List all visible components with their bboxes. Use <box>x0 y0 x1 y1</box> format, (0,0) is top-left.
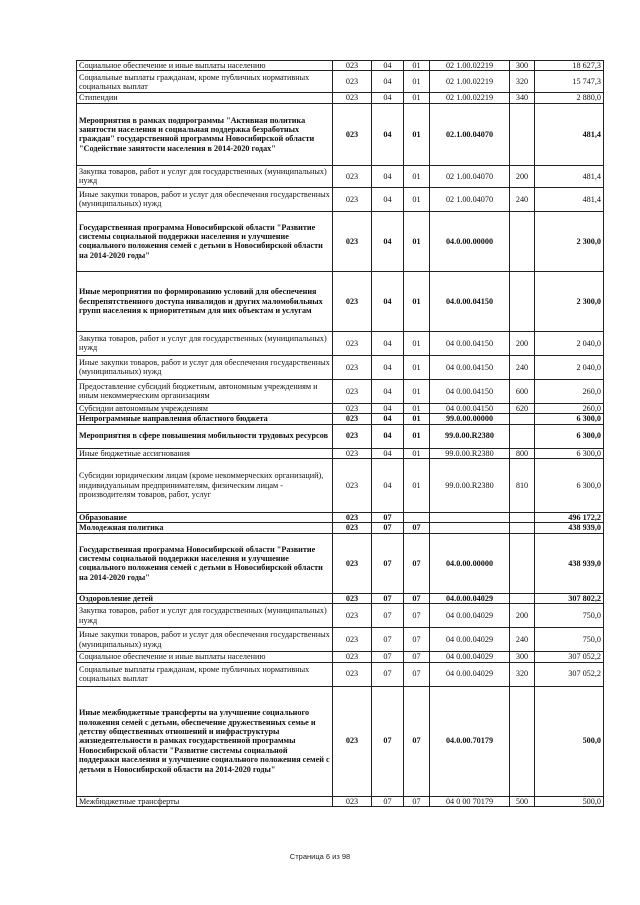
cell-sum: 481,4 <box>535 165 604 187</box>
table-row <box>77 61 604 71</box>
cell-vr <box>510 271 535 331</box>
cell-csr: 04 0.00.04150 <box>430 331 510 355</box>
cell-pr: 01 <box>404 187 430 211</box>
cell-rz: 07 <box>372 604 404 628</box>
cell-sum: 260,0 <box>535 403 604 413</box>
table-row <box>77 796 604 806</box>
table-row <box>77 103 604 165</box>
cell-rz: 04 <box>372 93 404 103</box>
cell-name: Предоставление субсидий бюджетным, автономным учреждениям и иным некоммерческим организациям <box>77 379 333 403</box>
cell-vr: 240 <box>510 355 535 379</box>
cell-name: Социальные выплаты гражданам, кроме публичных нормативных социальных выплат <box>77 662 333 686</box>
cell-pr: 01 <box>404 448 430 458</box>
cell-vr: 200 <box>510 331 535 355</box>
cell-sum: 6 300,0 <box>535 414 604 424</box>
table-row <box>77 533 604 593</box>
cell-csr: 04 0.00.04150 <box>430 379 510 403</box>
cell-sum: 481,4 <box>535 187 604 211</box>
cell-rz: 04 <box>372 61 404 71</box>
cell-ved: 023 <box>333 211 372 271</box>
cell-name: Закупка товаров, работ и услуг для государственных (муниципальных) нужд <box>77 331 333 355</box>
cell-csr: 99.0.00.R2380 <box>430 459 510 513</box>
cell-rz: 04 <box>372 448 404 458</box>
cell-csr: 04 0.00.04150 <box>430 355 510 379</box>
cell-ved: 023 <box>333 662 372 686</box>
cell-csr: 04 0.00.04029 <box>430 628 510 652</box>
table-row <box>77 459 604 513</box>
cell-ved: 023 <box>333 686 372 796</box>
cell-pr: 07 <box>404 796 430 806</box>
cell-pr: 07 <box>404 652 430 662</box>
table-row <box>77 414 604 424</box>
cell-vr <box>510 513 535 523</box>
cell-pr: 07 <box>404 662 430 686</box>
cell-ved: 023 <box>333 331 372 355</box>
cell-pr: 01 <box>404 165 430 187</box>
cell-rz: 04 <box>372 459 404 513</box>
cell-name: Межбюджетные трансферты <box>77 796 333 806</box>
cell-name: Государственная программа Новосибирской области "Развитие системы социальной поддержки населения и улучшение социального положения семей с детьми в Новосибирской области на 2014-2020 годы" <box>77 533 333 593</box>
cell-csr <box>430 523 510 533</box>
cell-sum: 6 300,0 <box>535 459 604 513</box>
cell-sum: 496 172,2 <box>535 513 604 523</box>
cell-ved: 023 <box>333 61 372 71</box>
cell-sum: 438 939,0 <box>535 533 604 593</box>
table-row <box>77 686 604 796</box>
cell-pr: 01 <box>404 93 430 103</box>
table-row <box>77 271 604 331</box>
cell-vr <box>510 593 535 603</box>
cell-pr <box>404 513 430 523</box>
cell-ved: 023 <box>333 628 372 652</box>
cell-name: Мероприятия в сфере повышения мобильности трудовых ресурсов <box>77 424 333 448</box>
cell-sum: 307 052,2 <box>535 662 604 686</box>
page-number-footer: Страница 6 из 98 <box>289 852 351 861</box>
cell-name: Стипендии <box>77 93 333 103</box>
cell-rz: 04 <box>372 187 404 211</box>
cell-vr: 320 <box>510 662 535 686</box>
cell-vr: 810 <box>510 459 535 513</box>
cell-name: Иные закупки товаров, работ и услуг для обеспечения государственных (муниципальных) нужд <box>77 628 333 652</box>
cell-rz: 07 <box>372 513 404 523</box>
cell-rz: 07 <box>372 628 404 652</box>
cell-sum: 2 040,0 <box>535 355 604 379</box>
cell-pr: 07 <box>404 593 430 603</box>
cell-sum: 500,0 <box>535 686 604 796</box>
cell-csr: 04 0.00.04029 <box>430 662 510 686</box>
cell-ved: 023 <box>333 513 372 523</box>
cell-name: Мероприятия в рамках подпрограммы "Активная политика занятости населения и социальная поддержка безработных граждан" государственной программы Новосибирской области "Содействие занятости населения в 2014-2020 годах" <box>77 103 333 165</box>
cell-csr: 04.0.00.04029 <box>430 593 510 603</box>
cell-name: Закупка товаров, работ и услуг для государственных (муниципальных) нужд <box>77 165 333 187</box>
cell-sum: 2 300,0 <box>535 271 604 331</box>
table-row <box>77 662 604 686</box>
table-row <box>77 331 604 355</box>
cell-name: Иные бюджетные ассигнования <box>77 448 333 458</box>
cell-pr: 07 <box>404 533 430 593</box>
cell-csr: 02 1.00.04070 <box>430 187 510 211</box>
cell-ved: 023 <box>333 271 372 331</box>
cell-rz: 07 <box>372 662 404 686</box>
table-row <box>77 593 604 603</box>
cell-ved: 023 <box>333 165 372 187</box>
cell-rz: 07 <box>372 533 404 593</box>
cell-rz: 07 <box>372 652 404 662</box>
cell-ved: 023 <box>333 355 372 379</box>
cell-vr: 500 <box>510 796 535 806</box>
table-row <box>77 604 604 628</box>
table-row <box>77 211 604 271</box>
cell-name: Непрограммные направления областного бюджета <box>77 414 333 424</box>
cell-csr: 04 0.00.04150 <box>430 403 510 413</box>
cell-rz: 04 <box>372 379 404 403</box>
cell-csr <box>430 513 510 523</box>
cell-csr: 04 0.00.04029 <box>430 652 510 662</box>
cell-name: Молодежная политика <box>77 523 333 533</box>
cell-name: Иные мероприятия по формированию условий для обеспечения беспрепятственного доступа инвалидов и других маломобильных групп населения к приоритетным для них объектам и услугам <box>77 271 333 331</box>
cell-ved: 023 <box>333 652 372 662</box>
cell-sum: 6 300,0 <box>535 424 604 448</box>
cell-sum: 481,4 <box>535 103 604 165</box>
cell-rz: 04 <box>372 331 404 355</box>
cell-pr: 01 <box>404 103 430 165</box>
cell-name: Государственная программа Новосибирской области "Развитие системы социальной поддержки населения и улучшение социального положения семей с детьми в Новосибирской области на 2014-2020 годы" <box>77 211 333 271</box>
cell-ved: 023 <box>333 796 372 806</box>
table-row <box>77 424 604 448</box>
cell-csr: 04 0.00.04029 <box>430 604 510 628</box>
table-row <box>77 379 604 403</box>
cell-csr: 02 1.00.02219 <box>430 93 510 103</box>
cell-sum: 500,0 <box>535 796 604 806</box>
cell-vr: 320 <box>510 71 535 93</box>
cell-vr: 300 <box>510 652 535 662</box>
cell-name: Закупка товаров, работ и услуг для государственных (муниципальных) нужд <box>77 604 333 628</box>
cell-csr: 02.1.00.04070 <box>430 103 510 165</box>
cell-pr: 01 <box>404 331 430 355</box>
cell-pr: 07 <box>404 523 430 533</box>
cell-pr: 07 <box>404 628 430 652</box>
table-body <box>77 61 604 807</box>
cell-sum: 2 300,0 <box>535 211 604 271</box>
cell-csr: 99.0.00.R2380 <box>430 448 510 458</box>
cell-rz: 07 <box>372 796 404 806</box>
cell-ved: 023 <box>333 459 372 513</box>
cell-name: Социальные выплаты гражданам, кроме публичных нормативных социальных выплат <box>77 71 333 93</box>
table-row <box>77 403 604 413</box>
cell-rz: 07 <box>372 593 404 603</box>
budget-table <box>76 60 604 807</box>
cell-name: Иные закупки товаров, работ и услуг для обеспечения государственных (муниципальных) нужд <box>77 355 333 379</box>
cell-name: Образование <box>77 513 333 523</box>
cell-pr: 07 <box>404 604 430 628</box>
cell-vr: 200 <box>510 604 535 628</box>
cell-pr: 01 <box>404 271 430 331</box>
cell-csr: 99.0.00.00000 <box>430 414 510 424</box>
table-row <box>77 355 604 379</box>
cell-vr: 800 <box>510 448 535 458</box>
cell-pr: 01 <box>404 211 430 271</box>
cell-vr <box>510 523 535 533</box>
cell-vr <box>510 686 535 796</box>
cell-ved: 023 <box>333 523 372 533</box>
cell-pr: 01 <box>404 424 430 448</box>
cell-ved: 023 <box>333 448 372 458</box>
cell-sum: 307 802,2 <box>535 593 604 603</box>
cell-vr <box>510 533 535 593</box>
table-row <box>77 165 604 187</box>
cell-ved: 023 <box>333 187 372 211</box>
cell-vr: 340 <box>510 93 535 103</box>
cell-csr: 02 1.00.04070 <box>430 165 510 187</box>
cell-rz: 04 <box>372 355 404 379</box>
cell-sum: 6 300,0 <box>535 448 604 458</box>
cell-name: Социальное обеспечение и иные выплаты населению <box>77 61 333 71</box>
cell-pr: 01 <box>404 355 430 379</box>
table-row <box>77 93 604 103</box>
cell-vr: 240 <box>510 628 535 652</box>
table-row <box>77 187 604 211</box>
cell-csr: 04 0 00 70179 <box>430 796 510 806</box>
cell-pr: 01 <box>404 403 430 413</box>
table-row <box>77 513 604 523</box>
cell-name: Социальное обеспечение и иные выплаты населению <box>77 652 333 662</box>
cell-ved: 023 <box>333 93 372 103</box>
cell-rz: 04 <box>372 103 404 165</box>
cell-vr: 620 <box>510 403 535 413</box>
cell-sum: 18 627,3 <box>535 61 604 71</box>
table-row <box>77 71 604 93</box>
cell-csr: 04.0.00.00000 <box>430 533 510 593</box>
cell-vr <box>510 424 535 448</box>
cell-rz: 04 <box>372 165 404 187</box>
cell-name: Оздоровление детей <box>77 593 333 603</box>
cell-rz: 07 <box>372 523 404 533</box>
cell-csr: 04.0.00.04150 <box>430 271 510 331</box>
cell-rz: 04 <box>372 211 404 271</box>
cell-ved: 023 <box>333 593 372 603</box>
cell-ved: 023 <box>333 604 372 628</box>
table-row <box>77 523 604 533</box>
cell-sum: 307 052,2 <box>535 652 604 662</box>
cell-vr: 300 <box>510 61 535 71</box>
cell-pr: 01 <box>404 414 430 424</box>
cell-vr: 600 <box>510 379 535 403</box>
cell-ved: 023 <box>333 533 372 593</box>
cell-csr: 02 1.00.02219 <box>430 61 510 71</box>
cell-sum: 438 939,0 <box>535 523 604 533</box>
cell-csr: 04.0.00.70179 <box>430 686 510 796</box>
cell-rz: 04 <box>372 414 404 424</box>
cell-ved: 023 <box>333 414 372 424</box>
cell-rz: 07 <box>372 686 404 796</box>
cell-ved: 023 <box>333 403 372 413</box>
cell-rz: 04 <box>372 424 404 448</box>
cell-vr <box>510 211 535 271</box>
cell-ved: 023 <box>333 379 372 403</box>
cell-pr: 01 <box>404 459 430 513</box>
cell-pr: 07 <box>404 686 430 796</box>
cell-sum: 750,0 <box>535 628 604 652</box>
cell-csr: 99.0.00.R2380 <box>430 424 510 448</box>
cell-vr: 200 <box>510 165 535 187</box>
cell-name: Субсидии автономным учреждениям <box>77 403 333 413</box>
cell-ved: 023 <box>333 424 372 448</box>
cell-name: Иные закупки товаров, работ и услуг для обеспечения государственных (муниципальных) нужд <box>77 187 333 211</box>
cell-pr: 01 <box>404 61 430 71</box>
table-row <box>77 652 604 662</box>
cell-csr: 04.0.00.00000 <box>430 211 510 271</box>
cell-csr: 02 1.00.02219 <box>430 71 510 93</box>
cell-sum: 2 040,0 <box>535 331 604 355</box>
cell-rz: 04 <box>372 71 404 93</box>
cell-sum: 2 880,0 <box>535 93 604 103</box>
cell-sum: 260,0 <box>535 379 604 403</box>
table-row <box>77 628 604 652</box>
cell-rz: 04 <box>372 271 404 331</box>
cell-rz: 04 <box>372 403 404 413</box>
cell-name: Иные межбюджетные трансферты на улучшение социального положения семей с детьми, обеспечение дружественных семье и детству общественных отношений и инфраструктуры жизнедеятельности в рамках государственной программы Новосибирской области "Развитие системы социальной поддержки населения и улучшение социального положения семей с детьми в Новосибирской области на 2014-2020 годы" <box>77 686 333 796</box>
cell-sum: 750,0 <box>535 604 604 628</box>
cell-sum: 15 747,3 <box>535 71 604 93</box>
cell-pr: 01 <box>404 71 430 93</box>
cell-vr <box>510 414 535 424</box>
cell-vr: 240 <box>510 187 535 211</box>
cell-ved: 023 <box>333 103 372 165</box>
cell-name: Субсидии юридическим лицам (кроме некоммерческих организаций), индивидуальным предпринимателям, физическим лицам - производителям товаров, работ, услуг <box>77 459 333 513</box>
cell-pr: 01 <box>404 379 430 403</box>
cell-vr <box>510 103 535 165</box>
cell-ved: 023 <box>333 71 372 93</box>
table-row <box>77 448 604 458</box>
